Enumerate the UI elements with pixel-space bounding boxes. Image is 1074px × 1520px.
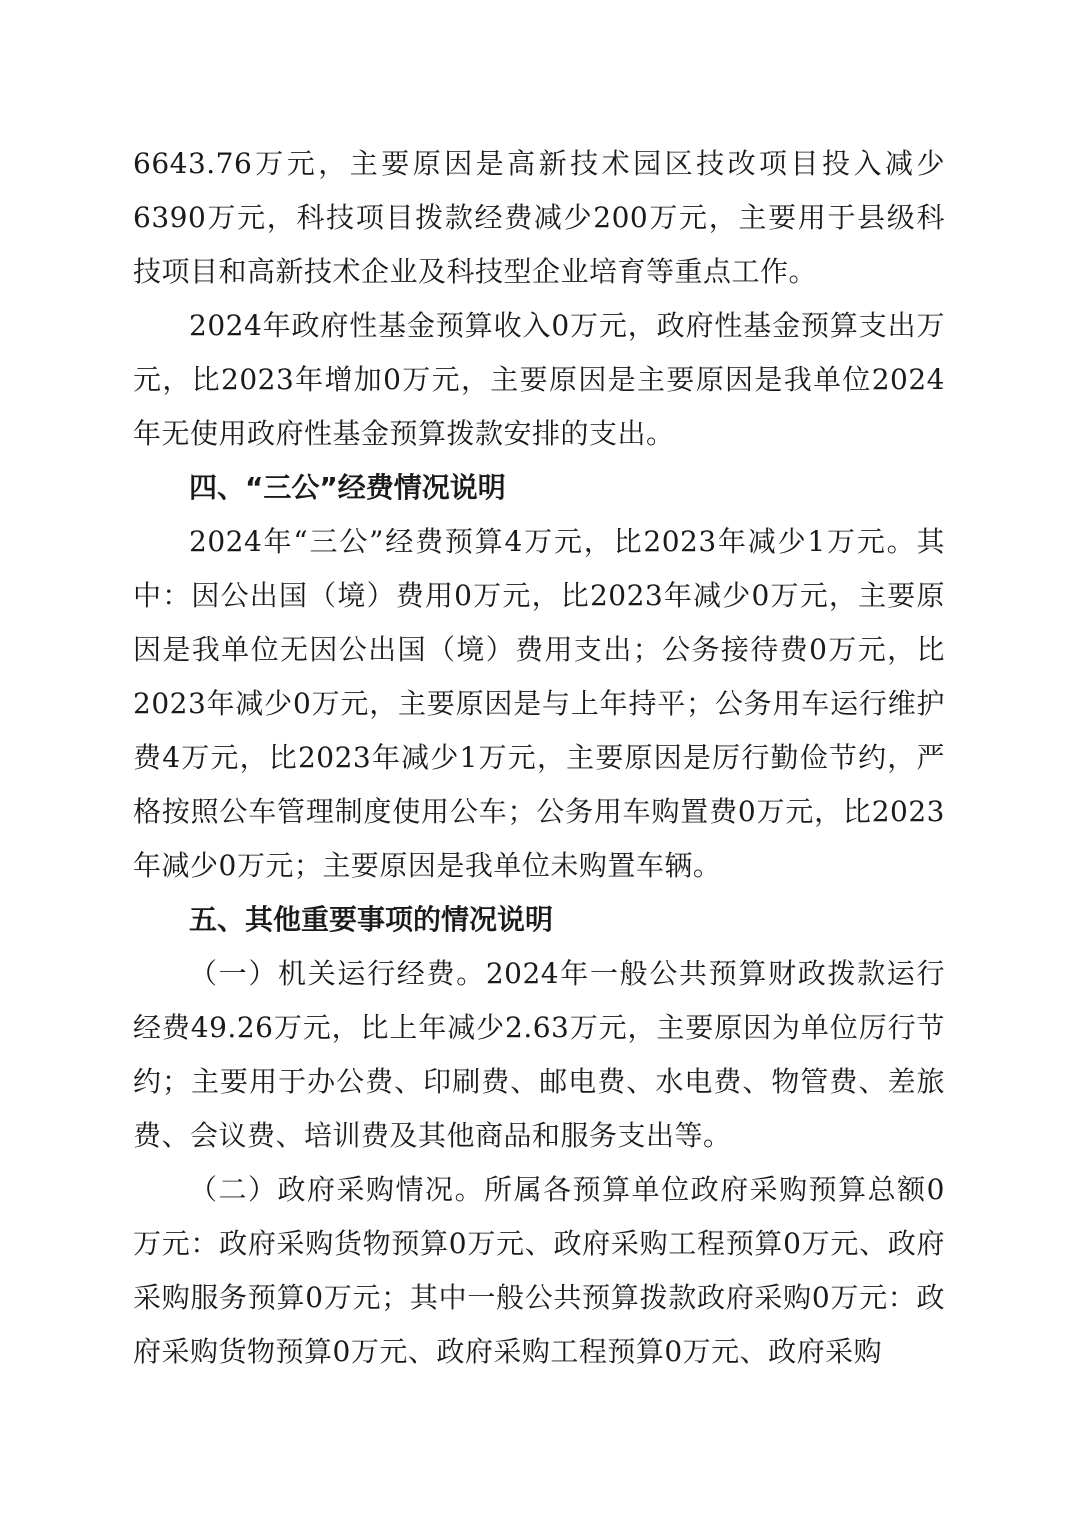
paragraph-three-public-expenses: 2024年“三公”经费预算4万元，比2023年减少1万元。其中：因公出国（境）费用0万元，比2023年减少0万元，主要原因是我单位无因公出国（境）费用支出；公务接待费0万元，比2023年减少0万元，主要原因是与上年持平；公务用车运行维护费4万元，比2023年减少1万元，主要原因是厉行勤俭节约，严格按照公车管理制度使用公车；公务用车购置费0万元，比2023年减少0万元；主要原因是我单位未购置车辆。 (133, 525, 945, 882)
section-heading-three-public-expenses: 四、“三公”经费情况说明 (189, 471, 506, 504)
paragraph-operating-funds: （一）机关运行经费。2024年一般公共预算财政拨款运行经费49.26万元，比上年减少2.63万元，主要原因为单位厉行节约；主要用于办公费、印刷费、邮电费、水电费、物管费、差旅费、会议费、培训费及其他商品和服务支出等。 (133, 957, 945, 1152)
paragraph-government-fund: 2024年政府性基金预算收入0万元，政府性基金预算支出万元，比2023年增加0万元，主要原因是主要原因是我单位2024年无使用政府性基金预算拨款安排的支出。 (133, 309, 945, 450)
document-page (133, 137, 945, 1379)
section-heading-other-matters: 五、其他重要事项的情况说明 (189, 903, 554, 936)
paragraph-government-procurement: （二）政府采购情况。所属各预算单位政府采购预算总额0万元：政府采购货物预算0万元、政府采购工程预算0万元、政府采购服务预算0万元；其中一般公共预算拨款政府采购0万元：政府采购货物预算0万元、政府采购工程预算0万元、政府采购 (133, 1173, 945, 1368)
paragraph-continued: 6643.76万元，主要原因是高新技术园区技改项目投入减少6390万元，科技项目拨款经费减少200万元，主要用于县级科技项目和高新技术企业及科技型企业培育等重点工作。 (133, 147, 945, 288)
